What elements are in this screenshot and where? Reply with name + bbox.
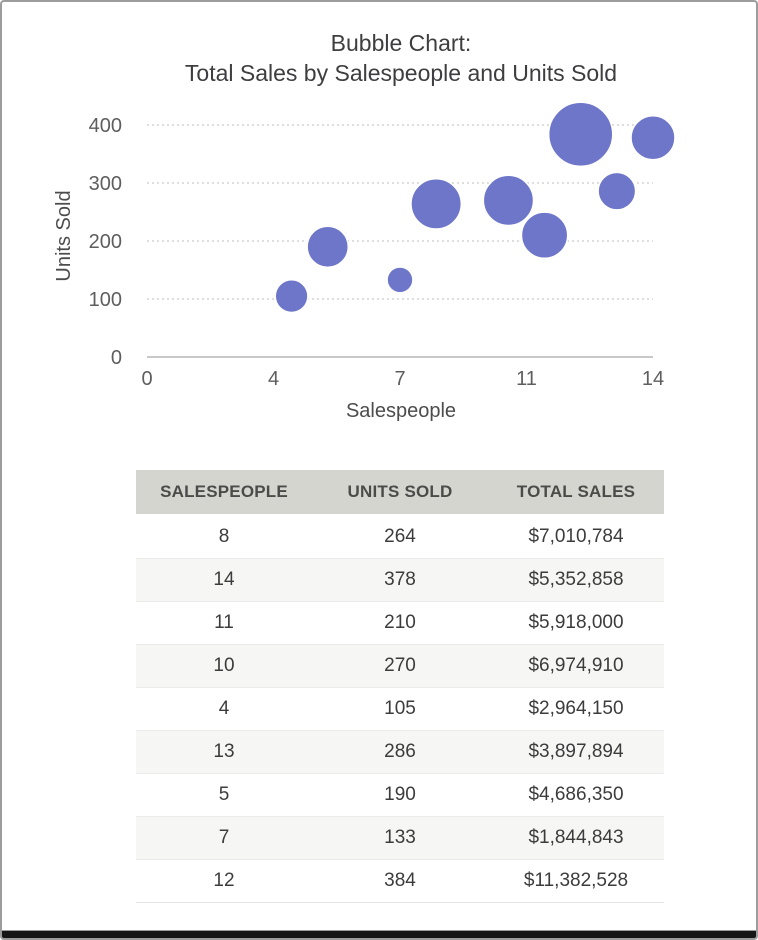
table-cell: $6,974,910 [488,645,664,688]
table-cell: $11,382,528 [488,860,664,903]
table-cell: 210 [312,602,488,645]
table-cell: 384 [312,860,488,903]
table-body [136,515,664,903]
table-cell: 8 [218,526,230,547]
table-row [136,470,664,515]
chart-title-line1: Bubble Chart: [330,30,472,56]
table-cell: 264 [384,526,416,547]
table-row [136,731,664,774]
table-cell: 10 [136,645,312,688]
bubble-plot [2,2,758,442]
table-cell: 14 [136,559,312,602]
x-tick-label: 0 [141,368,153,390]
table-row [136,559,664,602]
table-cell: $4,686,350 [488,774,664,817]
y-tick-label: 300 [88,173,122,195]
y-tick-label: 200 [88,231,122,253]
table-cell: $7,010,784 [528,526,624,547]
chart-title-line2: Total Sales by Salespeople and Units Sold [184,60,618,86]
table-cell: 270 [312,645,488,688]
x-tick-label: 4 [267,368,280,390]
table-cell: $1,844,843 [488,817,664,860]
table-row [136,515,664,559]
x-tick-label: 11 [516,368,537,390]
table-row [136,688,664,731]
column-header: UNITS SOLD [312,470,488,515]
bubble [307,226,348,267]
bubble [549,102,613,166]
table-cell: 286 [312,731,488,774]
table-cell: 190 [312,774,488,817]
table-row [136,817,664,860]
bubble [631,116,675,160]
table-row [136,602,664,645]
table-cell: 4 [136,688,312,731]
column-header: TOTAL SALES [488,470,664,515]
table-cell: 133 [312,817,488,860]
x-tick-label: 14 [641,368,665,390]
table-cell: $2,964,150 [488,688,664,731]
y-tick-label: 100 [88,289,122,311]
table-row [136,860,664,903]
x-tick-label: 7 [394,368,406,390]
table-cell: 11 [136,602,312,645]
bubble [275,280,308,313]
y-tick-label: 0 [110,347,122,369]
table-cell: 12 [136,860,312,903]
bubble [411,179,461,229]
column-header: SALESPEOPLE [136,470,312,515]
table-row [136,645,664,688]
table-cell: 5 [136,774,312,817]
table-cell: 7 [136,817,312,860]
bottom-bar [0,930,758,940]
data-table [136,470,664,903]
bubble [483,175,533,225]
y-axis-label: Units Sold [53,190,75,282]
table-cell: 13 [136,731,312,774]
bubble [387,267,413,293]
table-cell: $5,918,000 [488,602,664,645]
table-cell: 378 [312,559,488,602]
table-cell: $5,352,858 [488,559,664,602]
table-header-row [136,470,664,515]
y-tick-label: 400 [88,115,122,137]
table-cell: $3,897,894 [488,731,664,774]
bubble [598,172,636,210]
bubble [521,212,567,258]
x-axis-label: Salespeople [345,400,457,422]
table-cell: 105 [312,688,488,731]
table-row [136,774,664,817]
